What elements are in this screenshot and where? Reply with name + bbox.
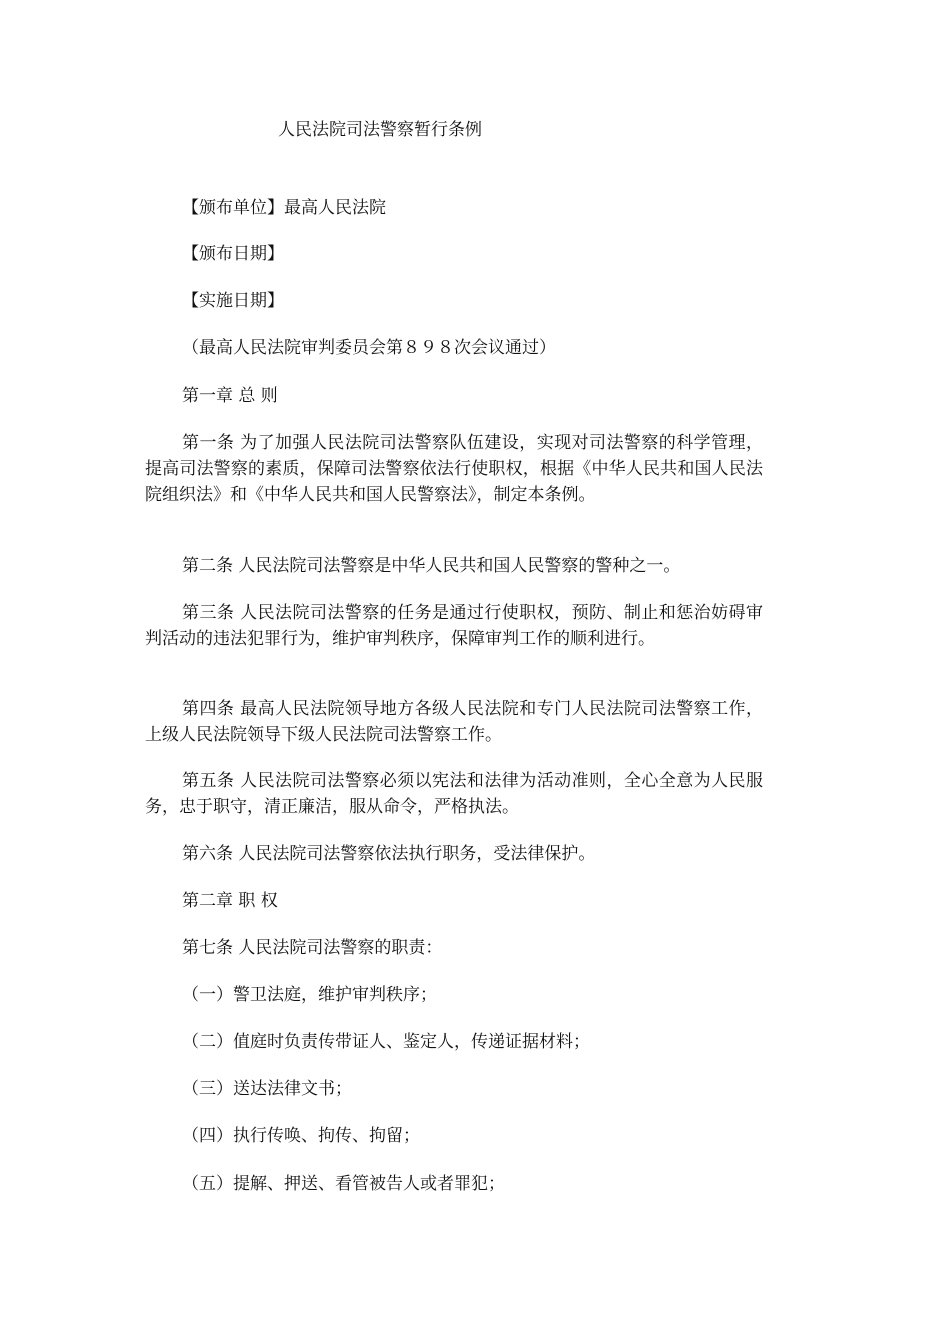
effective-date-line: 【实施日期】 <box>182 291 284 311</box>
article-paragraph: 第七条 人民法院司法警察的职责： <box>182 938 443 958</box>
document-title: 人民法院司法警察暂行条例 <box>278 120 482 140</box>
chapter-heading: 第一章 总 则 <box>182 386 278 406</box>
issuer-line: 【颁布单位】最高人民法院 <box>182 198 386 218</box>
article-paragraph: 第二条 人民法院司法警察是中华人民共和国人民警察的警种之一。 <box>182 556 681 576</box>
list-item: （二）值庭时负责传带证人、鉴定人，传递证据材料； <box>182 1032 590 1052</box>
article-paragraph: 第五条 人民法院司法警察必须以宪法和法律为活动准则，全心全意为人民服务，忠于职守，清正廉洁，服从命令，严格执法。 <box>145 771 763 817</box>
list-item: （三）送达法律文书； <box>182 1079 352 1099</box>
chapter-heading: 第二章 职 权 <box>182 891 278 911</box>
article-paragraph: 第一条 为了加强人民法院司法警察队伍建设，实现对司法警察的科学管理，提高司法警察的素质，保障司法警察依法行使职权，根据《中华人民共和国人民法院组织法》和《中华人民共和国人民警察法》，制定本条例。 <box>145 433 763 505</box>
article-paragraph: 第三条 人民法院司法警察的任务是通过行使职权，预防、制止和惩治妨碍审判活动的违法犯罪行为，维护审判秩序，保障审判工作的顺利进行。 <box>145 603 763 649</box>
article-paragraph: 第四条 最高人民法院领导地方各级人民法院和专门人民法院司法警察工作，上级人民法院领导下级人民法院司法警察工作。 <box>145 699 763 745</box>
passed-note-line: （最高人民法院审判委员会第８９８次会议通过） <box>182 338 556 358</box>
list-item: （四）执行传唤、拘传、拘留； <box>182 1126 420 1146</box>
article-paragraph: 第六条 人民法院司法警察依法执行职务，受法律保护。 <box>182 844 596 864</box>
list-item: （五）提解、押送、看管被告人或者罪犯； <box>182 1174 505 1194</box>
issue-date-line: 【颁布日期】 <box>182 244 284 264</box>
list-item: （一）警卫法庭，维护审判秩序； <box>182 985 437 1005</box>
